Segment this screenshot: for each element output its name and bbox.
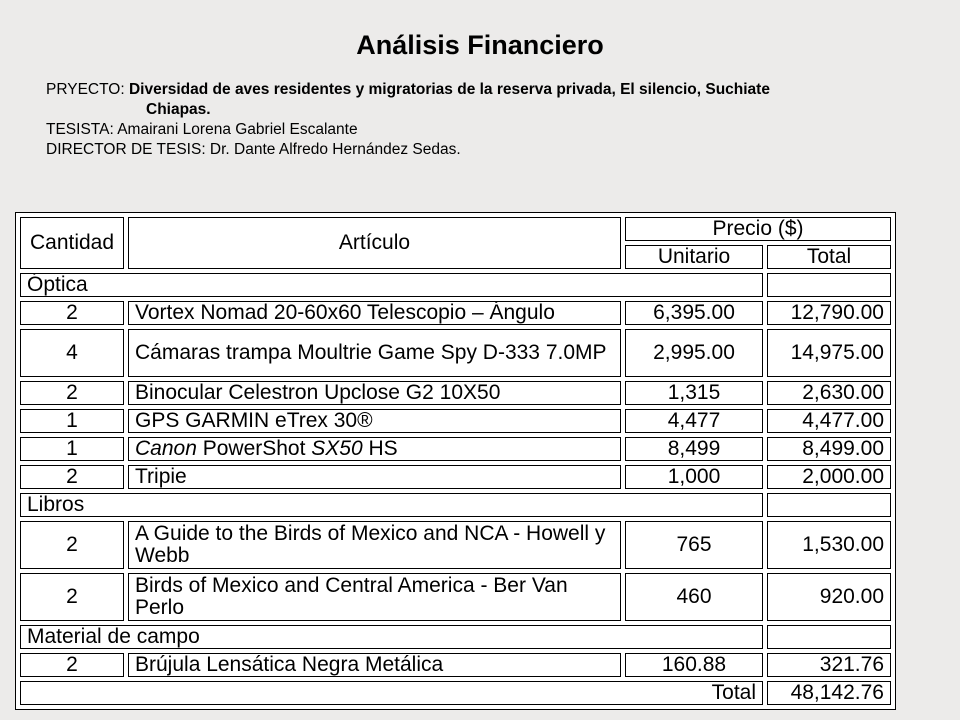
item-model: PowerShot — [196, 437, 312, 460]
qty-cell: 2 — [20, 573, 124, 621]
table-row — [20, 437, 891, 461]
item-cell: Tripie — [128, 465, 621, 489]
item-cell — [128, 437, 621, 461]
item-cell: Birds of Mexico and Central America - Ber Van Perlo — [128, 573, 621, 621]
table-row — [20, 653, 891, 677]
project-title: Diversidad de aves residentes y migratorias de la reserva privada, El silencio, Suchiate — [128, 81, 770, 98]
project-line — [46, 80, 770, 100]
section-empty-cell — [767, 273, 891, 297]
unit-price-cell: 8,499 — [625, 437, 763, 461]
qty-cell: 1 — [20, 437, 124, 461]
section-row — [20, 273, 891, 297]
unit-price-cell: 460 — [625, 573, 763, 621]
header-item: Artículo — [128, 217, 621, 269]
project-info — [46, 80, 770, 160]
table-row — [20, 301, 891, 325]
item-suffix: HS — [362, 437, 398, 460]
section-row — [20, 625, 891, 649]
section-name: Libros — [20, 493, 763, 517]
table-row — [20, 409, 891, 433]
grand-total-row — [20, 681, 891, 705]
section-name: Óptica — [20, 273, 763, 297]
unit-price-cell: 6,395.00 — [625, 301, 763, 325]
section-name: Material de campo — [20, 625, 763, 649]
total-price-cell: 8,499.00 — [767, 437, 891, 461]
item-brand: Canon — [135, 437, 197, 460]
table-row — [20, 465, 891, 489]
unit-price-cell: 1,000 — [625, 465, 763, 489]
grand-total-label: Total — [20, 681, 763, 705]
section-empty-cell — [767, 625, 891, 649]
total-price-cell: 321.76 — [767, 653, 891, 677]
unit-price-cell: 765 — [625, 521, 763, 569]
qty-cell: 1 — [20, 409, 124, 433]
total-price-cell: 14,975.00 — [767, 329, 891, 377]
header-price: Precio ($) — [625, 217, 891, 241]
item-cell: Brújula Lensática Negra Metálica — [128, 653, 621, 677]
total-price-cell: 920.00 — [767, 573, 891, 621]
section-row — [20, 493, 891, 517]
unit-price-cell: 160.88 — [625, 653, 763, 677]
table-row — [20, 381, 891, 405]
thesis-student: TESISTA: Amairani Lorena Gabriel Escalante — [46, 121, 358, 138]
item-cell: A Guide to the Birds of Mexico and NCA - Howell y Webb — [128, 521, 621, 569]
item-cell: GPS GARMIN eTrex 30® — [128, 409, 621, 433]
table-row — [20, 573, 891, 621]
unit-price-cell: 2,995.00 — [625, 329, 763, 377]
grand-total-value: 48,142.76 — [767, 681, 891, 705]
qty-cell: 2 — [20, 521, 124, 569]
item-cell: Vortex Nomad 20-60x60 Telescopio – Ángulo — [128, 301, 621, 325]
qty-cell: 2 — [20, 465, 124, 489]
unit-price-cell: 4,477 — [625, 409, 763, 433]
item-cell: Cámaras trampa Moultrie Game Spy D-333 7.0MP — [128, 329, 621, 377]
item-cell: Binocular Celestron Upclose G2 10X50 — [128, 381, 621, 405]
unit-price-cell: 1,315 — [625, 381, 763, 405]
header-quantity: Cantidad — [20, 217, 124, 269]
qty-cell: 2 — [20, 653, 124, 677]
qty-cell: 2 — [20, 301, 124, 325]
total-price-cell: 2,000.00 — [767, 465, 891, 489]
project-label: PRYECTO: — [46, 81, 129, 98]
item-model-code: SX50 — [311, 437, 363, 460]
total-price-cell: 12,790.00 — [767, 301, 891, 325]
header-total: Total — [767, 245, 891, 269]
qty-cell: 4 — [20, 329, 124, 377]
table-row — [20, 329, 891, 377]
header-unit: Unitario — [625, 245, 763, 269]
qty-cell: 2 — [20, 381, 124, 405]
total-price-cell: 4,477.00 — [767, 409, 891, 433]
page-title: Análisis Financiero — [356, 30, 604, 60]
thesis-director: DIRECTOR DE TESIS: Dr. Dante Alfredo Hernández Sedas. — [46, 141, 461, 158]
table-row — [20, 521, 891, 569]
section-empty-cell — [767, 493, 891, 517]
total-price-cell: 2,630.00 — [767, 381, 891, 405]
financial-table — [15, 212, 896, 710]
project-title-cont: Chiapas. — [146, 101, 211, 118]
total-price-cell: 1,530.00 — [767, 521, 891, 569]
